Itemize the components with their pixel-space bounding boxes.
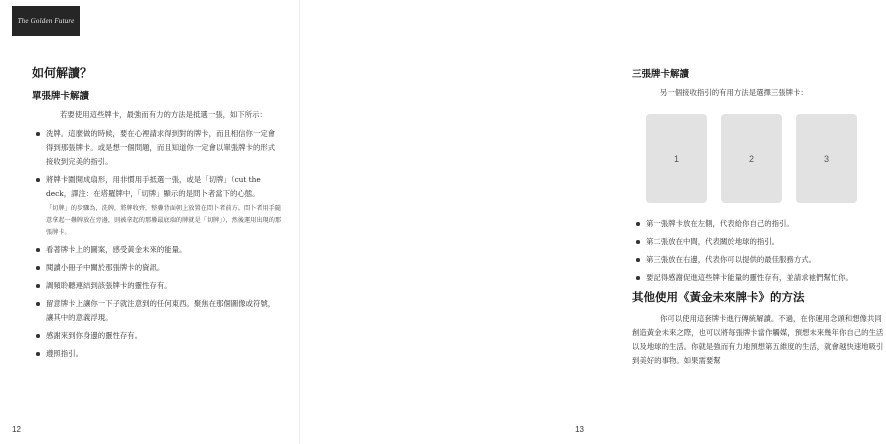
single-card-intro: 若要使用這些牌卡，最強而有力的方法是抵選一張，如下所示： bbox=[60, 110, 267, 119]
list-item: 第一張牌卡放在左側，代表給你自己的指引。 bbox=[646, 217, 886, 231]
list-item: 第三張放在右邊，代表你可以提供的最佳服務方式。 bbox=[646, 253, 886, 267]
left-page bbox=[0, 0, 300, 444]
left-content bbox=[32, 64, 282, 365]
other-methods-body: 你可以使用這套牌卡進行傳統解讀。不過，在你運用念頭和想像共同創造黃金未來之際，也可以將每張牌卡當作觸媒，預想未來幾年你自己的生活以及地球的生活。你就是強而有力地預想第五維度的生活，就會越快速地吸引到美好的事物。如果需要幫 bbox=[632, 314, 884, 365]
list-item: 留意牌卡上讓你一下子就注意到的任何東西。聚焦在那個圖像或符號，讓其中的意義浮現。 bbox=[46, 297, 282, 325]
right-page bbox=[300, 0, 884, 444]
card-slot-1: 1 bbox=[646, 114, 707, 203]
list-item: 調頻聆聽連結到該張牌卡的靈性存有。 bbox=[46, 279, 282, 293]
brand-header bbox=[12, 6, 80, 36]
list-item: 遵照指引。 bbox=[46, 347, 282, 361]
card-slot-3: 3 bbox=[796, 114, 857, 203]
list-item: 洗牌。這麼做的時候，要在心裡請求得到對的牌卡，而且相信你一定會得到那張牌卡。或是想一個問題，而且知道你一定會以單張牌卡的形式接收到完美的指引。 bbox=[46, 127, 282, 169]
brand-title: The Golden Future bbox=[17, 17, 75, 25]
list-item: 第二張放在中間，代表關於地球的指引。 bbox=[646, 235, 886, 249]
page-heading: 如何解讀？ bbox=[32, 66, 93, 80]
other-methods-heading: 其他使用《黃金未來牌卡》的方法 bbox=[632, 290, 805, 304]
page-number-left: 12 bbox=[12, 425, 21, 434]
single-card-steps bbox=[32, 127, 282, 361]
single-card-subheading: 單張牌卡解讀 bbox=[32, 91, 90, 102]
list-item: 看著牌卡上的圖案，感受黃金未來的能量。 bbox=[46, 243, 282, 257]
card-layout bbox=[646, 114, 886, 203]
list-item: 感謝來到你身邊的靈性存有。 bbox=[46, 329, 282, 343]
list-item: 將牌卡圍開成扇形，用非慣用手抵選一張，或是「切牌」（cut the deck，譯注：在塔羅牌中，「切牌」顯示的是問卜者當下的心態。 「切牌」的步驟為，洗牌，將牌收齊，整疊背面朝上放置在問卜者前方。問卜者用手隨意拿起一疊牌放在旁邊，則被拿起的那疊最底端的牌就是「切牌」），然後運用出現的那張牌卡。 bbox=[46, 173, 282, 239]
cut-deck-note: 「切牌」的步驟為，洗牌，將牌收齊，整疊背面朝上放置在問卜者前方。問卜者用手隨意拿起一疊牌放在旁邊，則被拿起的那疊最底端的牌就是「切牌」），然後運用出現的那張牌卡。 bbox=[46, 205, 282, 236]
three-card-intro: 另一個接收指引的有用方法是選擇三張牌卡： bbox=[660, 88, 808, 97]
page-number-right: 13 bbox=[575, 425, 584, 434]
three-card-steps bbox=[632, 217, 886, 285]
right-content bbox=[632, 66, 886, 368]
card-slot-2: 2 bbox=[721, 114, 782, 203]
three-card-subheading: 三張牌卡解讀 bbox=[632, 69, 690, 80]
list-item: 閱讀小冊子中關於那張牌卡的資訊。 bbox=[46, 261, 282, 275]
list-item: 要記得感謝促進這些牌卡能量的靈性存有，並請求祂們幫忙你。 bbox=[646, 271, 886, 285]
